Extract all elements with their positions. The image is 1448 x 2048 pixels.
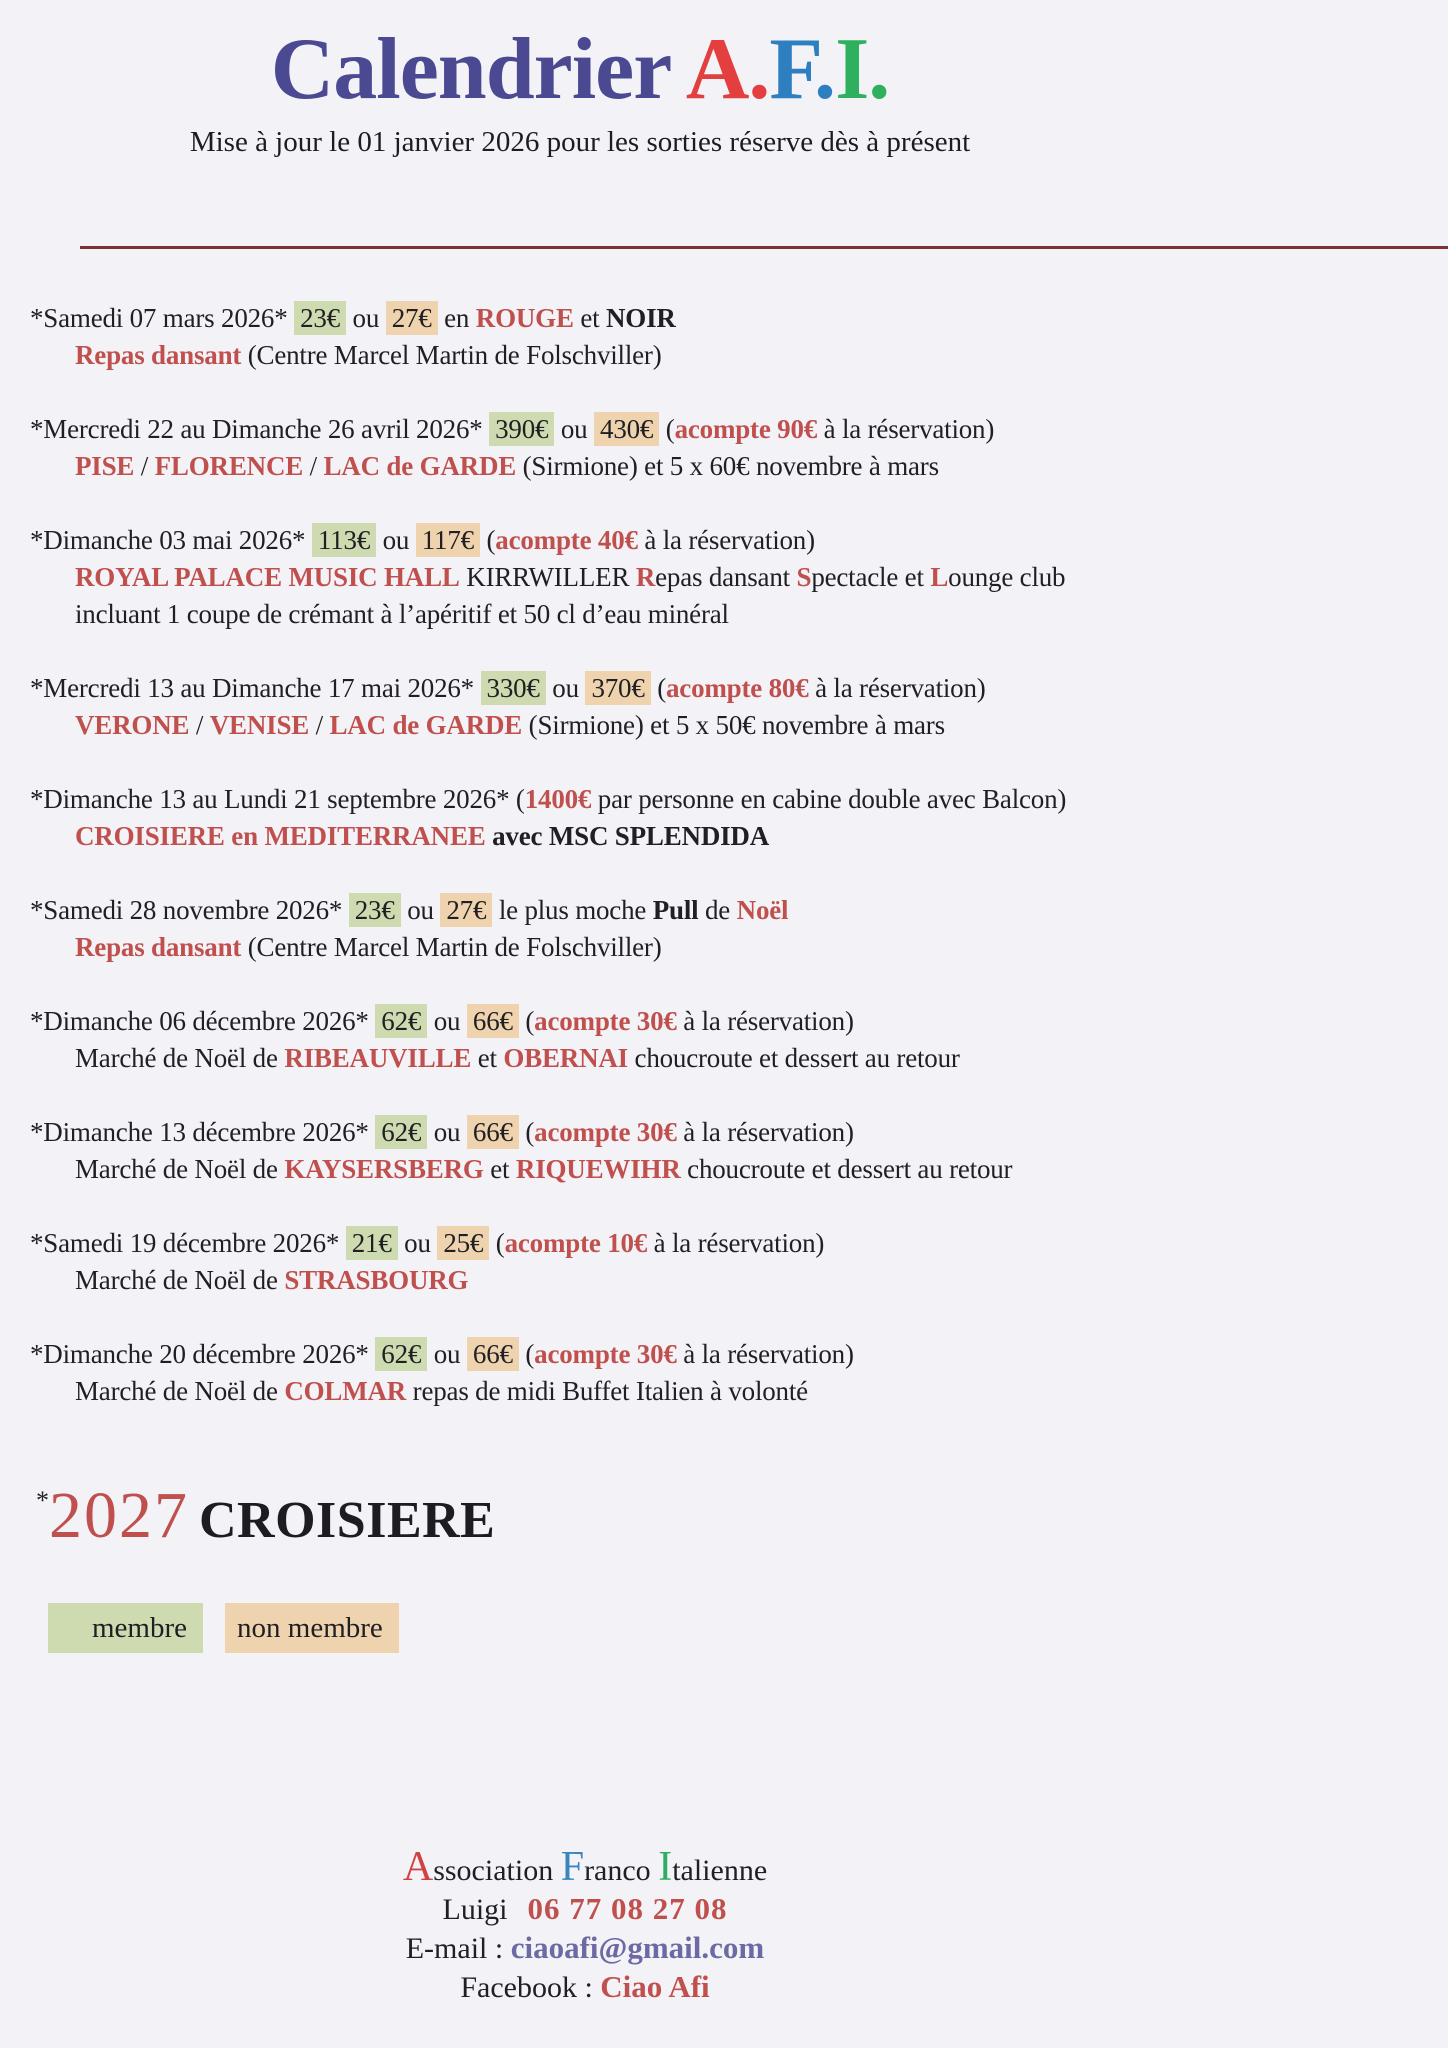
text-segment: 25€	[437, 1226, 489, 1260]
text-segment: *Dimanche 03 mai 2026*	[30, 525, 312, 555]
legend-member: membre	[48, 1603, 203, 1653]
text-segment: LAC de GARDE	[329, 710, 523, 740]
event-item	[30, 670, 1155, 744]
text-segment: *Mercredi 22 au Dimanche 26 avril 2026*	[30, 414, 490, 444]
event-item	[30, 1003, 1155, 1077]
text-segment: avec MSC SPLENDIDA	[485, 821, 770, 851]
text-segment: Marché de Noël de	[75, 1265, 285, 1295]
event-line	[30, 337, 1155, 374]
text-segment: KIRRWILLER	[459, 562, 636, 592]
text-segment: FLORENCE	[154, 451, 304, 481]
event-line	[30, 411, 1155, 448]
association-name	[0, 1844, 1170, 1890]
text-segment: 21€	[346, 1226, 398, 1260]
text-segment: R	[635, 562, 656, 592]
event-line	[30, 1040, 1155, 1077]
page-title	[0, 22, 1160, 118]
text-segment: acompte 80€	[665, 673, 809, 703]
event-item	[30, 781, 1155, 855]
event-line	[30, 448, 1155, 485]
text-segment: à la réservation)	[817, 414, 995, 444]
text-segment: 330€	[481, 671, 546, 705]
text-segment: S	[796, 562, 812, 592]
text-segment: à la réservation)	[676, 1339, 854, 1369]
event-line	[30, 1373, 1155, 1410]
text-segment: 62€	[375, 1004, 427, 1038]
event-line	[30, 1151, 1155, 1188]
event-line	[30, 818, 1155, 855]
asterisk-mark: *	[36, 1486, 49, 1515]
text-segment: /	[134, 451, 155, 481]
text-segment: 23€	[294, 301, 346, 335]
text-segment: 1400€	[524, 784, 592, 814]
text-segment: CROISIERE en MEDITERRANEE	[75, 821, 486, 851]
facebook-name: Ciao Afi	[600, 1969, 710, 2004]
text-segment: *Mercredi 13 au Dimanche 17 mai 2026*	[30, 673, 481, 703]
price-legend	[48, 1612, 399, 1645]
email-label: E-mail :	[405, 1932, 504, 1965]
text-segment: 66€	[467, 1004, 519, 1038]
title-acronym	[686, 21, 890, 118]
text-segment: ssociation	[433, 1854, 561, 1887]
text-segment: 66€	[467, 1115, 519, 1149]
text-segment: choucroute et dessert au retour	[627, 1043, 960, 1073]
text-segment: ou	[400, 895, 441, 925]
text-segment: A	[402, 1844, 434, 1890]
text-segment: 27€	[386, 301, 438, 335]
text-segment: incluant 1 coupe de crémant à l’apéritif et 50 cl d’eau minéral	[75, 599, 729, 629]
facebook-label: Facebook :	[460, 1971, 593, 2004]
event-line	[30, 1003, 1155, 1040]
text-segment: (	[518, 1117, 535, 1147]
text-segment: choucroute et dessert au retour	[680, 1154, 1013, 1184]
section-2027-heading	[36, 1478, 495, 1554]
text-segment: acompte 30€	[534, 1006, 677, 1036]
event-line	[30, 892, 1155, 929]
footer	[0, 1844, 1170, 2007]
event-item	[30, 300, 1155, 374]
title-calendrier: Calendrier	[270, 21, 686, 118]
text-segment: OBERNAI	[503, 1043, 628, 1073]
text-segment: NOIR	[605, 303, 676, 333]
text-segment: F	[560, 1844, 585, 1890]
event-item	[30, 522, 1155, 633]
text-segment: acompte 10€	[504, 1228, 648, 1258]
text-segment: RIQUEWIHR	[515, 1154, 681, 1184]
text-segment: VENISE	[209, 710, 310, 740]
text-segment: ROUGE	[475, 303, 574, 333]
text-segment: VERONE	[75, 710, 190, 740]
text-segment: et	[483, 1154, 516, 1184]
text-segment: 117€	[416, 523, 480, 557]
text-segment: ranco	[584, 1854, 659, 1887]
event-line	[30, 1336, 1155, 1373]
text-segment: talienne	[672, 1854, 768, 1887]
subtitle: Mise à jour le 01 janvier 2026 pour les sorties réserve dès à présent	[189, 126, 971, 158]
text-segment: ou	[397, 1228, 438, 1258]
header	[0, 22, 1160, 159]
text-segment: epas dansant	[655, 562, 797, 592]
text-segment: 370€	[585, 671, 650, 705]
year-2027: 2027	[49, 1479, 189, 1552]
text-segment: (	[650, 673, 666, 703]
text-segment: (	[479, 525, 496, 555]
event-line	[30, 781, 1155, 818]
text-segment: repas de midi Buffet Italien à volonté	[406, 1376, 808, 1406]
text-segment: à la réservation)	[637, 525, 815, 555]
text-segment: STRASBOURG	[284, 1265, 469, 1295]
event-item	[30, 1114, 1155, 1188]
text-segment: et	[573, 303, 606, 333]
event-item	[30, 1225, 1155, 1299]
phone-number: 06 77 08 27 08	[527, 1891, 728, 1926]
text-segment: ou	[427, 1339, 467, 1369]
event-line	[30, 559, 1155, 596]
text-segment: ou	[345, 303, 386, 333]
text-segment: acompte 40€	[495, 525, 638, 555]
text-segment: 66€	[467, 1337, 519, 1371]
text-segment: (	[518, 1339, 535, 1369]
text-segment: 62€	[375, 1115, 427, 1149]
event-line	[30, 707, 1155, 744]
text-segment: *Samedi 19 décembre 2026*	[30, 1228, 346, 1258]
event-line	[30, 1262, 1155, 1299]
text-segment: /	[189, 710, 210, 740]
contact-line	[0, 1890, 1170, 1929]
text-segment: RIBEAUVILLE	[284, 1043, 472, 1073]
text-segment: /	[303, 451, 324, 481]
text-segment: acompte 90€	[674, 414, 818, 444]
text-segment: KAYSERSBERG	[284, 1154, 484, 1184]
text-segment: Repas dansant	[75, 340, 242, 370]
text-segment: (Sirmione) et 5 x 60€ novembre à mars	[516, 451, 939, 481]
title-letter: F.	[769, 21, 836, 118]
contact-name: Luigi	[442, 1893, 508, 1926]
event-line	[30, 929, 1155, 966]
events-list	[30, 300, 1155, 1447]
text-segment: LAC de GARDE	[323, 451, 517, 481]
event-item	[30, 892, 1155, 966]
text-segment: ou	[554, 414, 595, 444]
text-segment: *Samedi 07 mars 2026*	[30, 303, 295, 333]
email-address: ciaoafi@gmail.com	[510, 1930, 765, 1965]
title-letter: I.	[835, 21, 890, 118]
text-segment: I	[658, 1844, 673, 1890]
legend-non-member: non membre	[225, 1603, 399, 1653]
text-segment: Marché de Noël de	[75, 1043, 285, 1073]
email-line	[0, 1929, 1170, 1968]
text-segment: 27€	[440, 893, 492, 927]
text-segment: 113€	[312, 523, 376, 557]
text-segment: en	[437, 303, 476, 333]
text-segment: et	[471, 1043, 504, 1073]
event-line	[30, 1114, 1155, 1151]
text-segment: à la réservation)	[676, 1006, 854, 1036]
event-line	[30, 596, 1155, 633]
text-segment: ou	[427, 1117, 467, 1147]
croisiere-label: CROISIERE	[199, 1492, 496, 1549]
event-item	[30, 411, 1155, 485]
event-item	[30, 1336, 1155, 1410]
text-segment: *Dimanche 06 décembre 2026*	[30, 1006, 376, 1036]
text-segment: de	[698, 895, 737, 925]
text-segment: ou	[427, 1006, 467, 1036]
text-segment: 62€	[375, 1337, 427, 1371]
text-segment: (	[659, 414, 675, 444]
title-letter: A.	[685, 21, 770, 118]
text-segment: (Centre Marcel Martin de Folschviller)	[241, 340, 662, 370]
text-segment: 23€	[349, 893, 401, 927]
text-segment: acompte 30€	[534, 1339, 677, 1369]
text-segment: ounge club	[948, 562, 1066, 592]
text-segment: Noël	[736, 895, 789, 925]
text-segment: (Centre Marcel Martin de Folschviller)	[241, 932, 662, 962]
text-segment: (	[489, 1228, 505, 1258]
text-segment: Marché de Noël de	[75, 1154, 285, 1184]
text-segment: *Dimanche 20 décembre 2026*	[30, 1339, 376, 1369]
text-segment: PISE	[75, 451, 135, 481]
text-segment: L	[930, 562, 949, 592]
text-segment: (	[518, 1006, 535, 1036]
divider-rule	[80, 246, 1448, 249]
text-segment: COLMAR	[284, 1376, 407, 1406]
text-segment: ou	[545, 673, 586, 703]
text-segment: ROYAL PALACE MUSIC HALL	[75, 562, 460, 592]
text-segment: à la réservation)	[676, 1117, 854, 1147]
text-segment: *Dimanche 13 décembre 2026*	[30, 1117, 376, 1147]
text-segment: pectacle et	[811, 562, 931, 592]
text-segment: Pull	[652, 895, 699, 925]
text-segment: 430€	[594, 412, 659, 446]
text-segment: à la réservation)	[808, 673, 986, 703]
text-segment: *Samedi 28 novembre 2026*	[30, 895, 349, 925]
event-line	[30, 522, 1155, 559]
text-segment: ou	[376, 525, 416, 555]
text-segment: *Dimanche 13 au Lundi 21 septembre 2026* (	[30, 784, 525, 814]
text-segment: Marché de Noël de	[75, 1376, 285, 1406]
text-segment: 390€	[489, 412, 554, 446]
facebook-line	[0, 1968, 1170, 2007]
text-segment: le plus moche	[492, 895, 653, 925]
text-segment: Repas dansant	[75, 932, 242, 962]
event-line	[30, 670, 1155, 707]
text-segment: (Sirmione) et 5 x 50€ novembre à mars	[522, 710, 945, 740]
text-segment: acompte 30€	[534, 1117, 677, 1147]
text-segment: par personne en cabine double avec Balcon)	[591, 784, 1067, 814]
text-segment: à la réservation)	[647, 1228, 825, 1258]
event-line	[30, 300, 1155, 337]
event-line	[30, 1225, 1155, 1262]
text-segment: /	[309, 710, 330, 740]
